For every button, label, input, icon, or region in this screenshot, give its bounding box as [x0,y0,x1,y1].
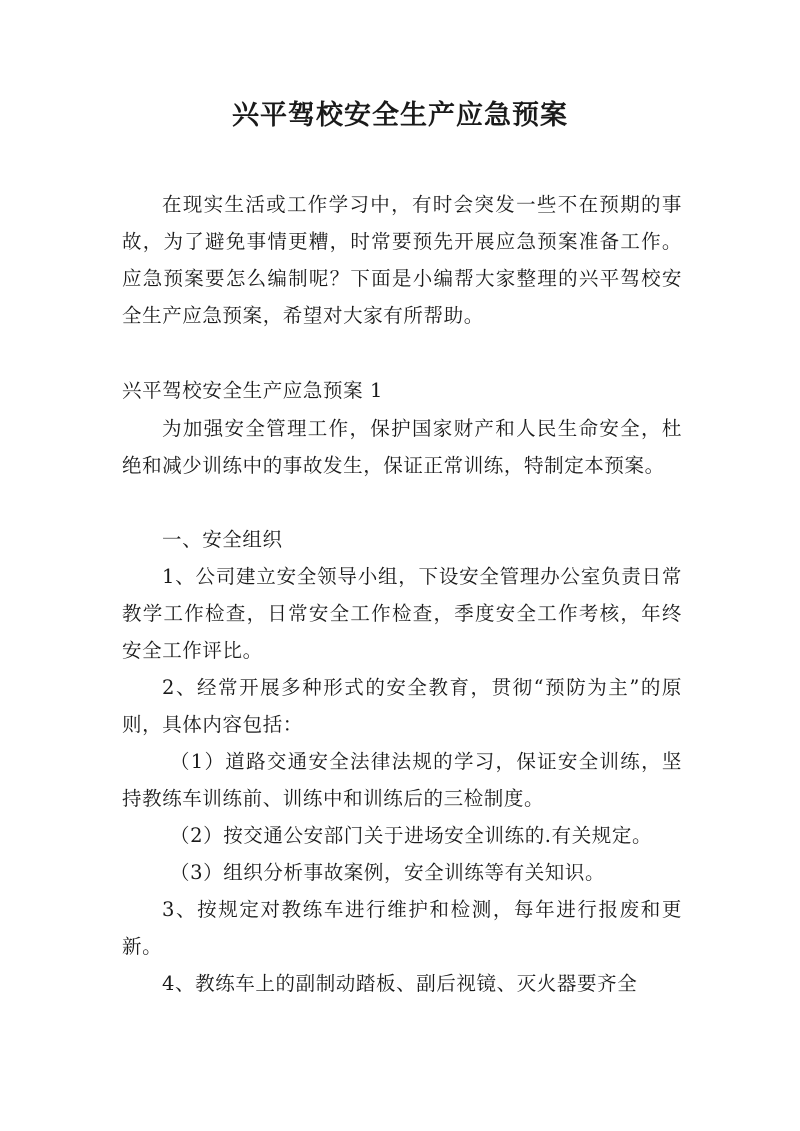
intro-paragraph: 在现实生活或工作学习中，有时会突发一些不在预期的事故，为了避免事情更糟，时常要预先开展应急预案准备工作。应急预案要怎么编制呢？下面是小编帮大家整理的兴平驾校安全生产应急预案，希望对大家有所帮助。 [122,193,682,327]
body-paragraph: 为加强安全管理工作，保护国家财产和人民生命安全，杜绝和减少训练中的事故发生，保证正常训练，特制定本预案。 [122,417,682,477]
list-item: （1）道路交通安全法律法规的学习，保证安全训练，坚持教练车训练前、训练中和训练后的三检制度。 [122,750,682,810]
section-heading: 兴平驾校安全生产应急预案 1 [122,379,384,402]
body-paragraph: 1、公司建立安全领导小组，下设安全管理办公室负责日常教学工作检查，日常安全工作检查，季度安全工作考核，年终安全工作评比。 [122,565,682,662]
list-item: （3）组织分析事故案例，安全训练等有关知识。 [170,861,606,884]
body-paragraph: 3、按规定对教练车进行维护和检测，每年进行报废和更新。 [122,898,682,958]
list-item: （2）按交通公安部门关于进场安全训练的.有关规定。 [170,824,653,847]
body-paragraph: 4、教练车上的副制动踏板、副后视镜、灭火器要齐全 [162,972,638,995]
document-title: 兴平驾校安全生产应急预案 [232,100,568,131]
section-subheading: 一、安全组织 [162,528,283,551]
body-paragraph: 2、经常开展多种形式的安全教育，贯彻“预防为主”的原则，具体内容包括： [122,676,682,736]
